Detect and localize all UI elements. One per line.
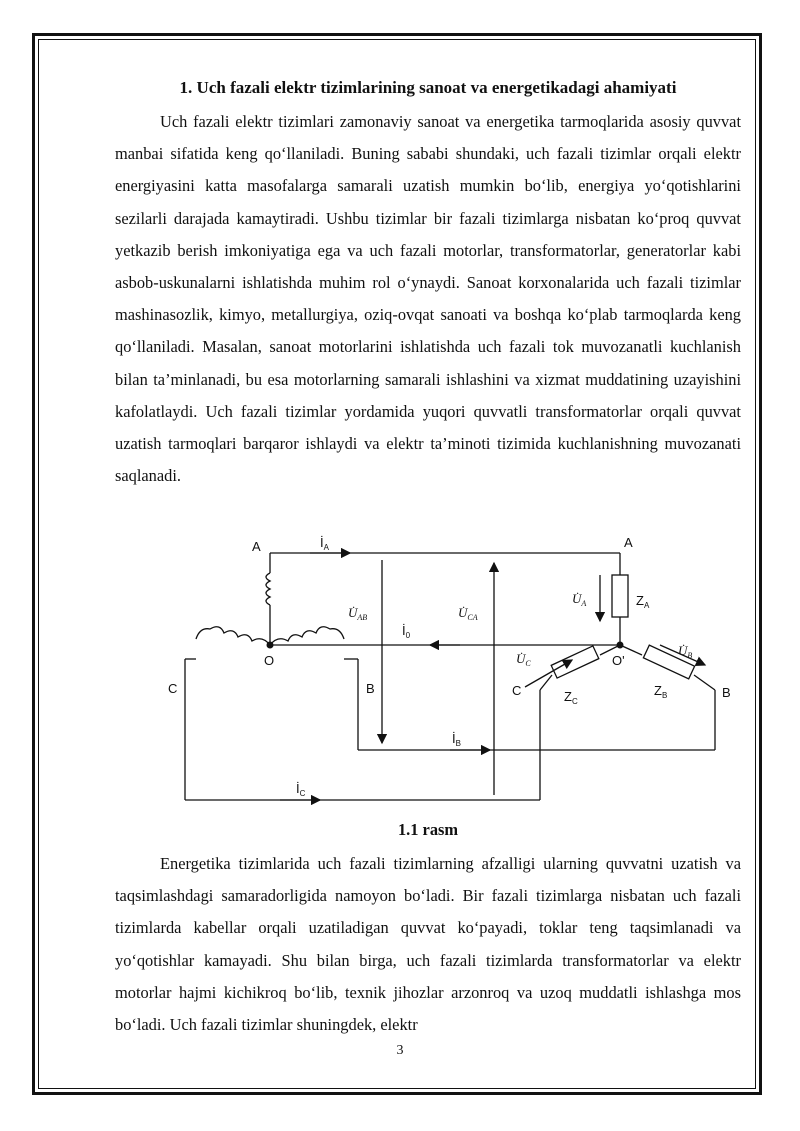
node-o-prime: [617, 642, 624, 649]
section-heading: 1. Uch fazali elektr tizimlarining sanoat va energetikadagi ahamiyati: [179, 78, 677, 97]
paragraph-1: Uch fazali elektr tizimlari zamonaviy sanoat va energetika tarmoqlarida asosiy quvvat manbai sifatida keng qo‘llaniladi. Buning sababi shundaki, uch fazali tizimlar orqali elektr energiyasini katta masofalarga samarali uzatish mumkin bo‘lib, energiya yo‘qotishlarini sezilarli darajada kamaytiradi. Ushbu tizimlar bir fazali tizimlarga nisbatan ko‘proq quvvat yetkazib berish imkoniyatiga ega va uch fazali motorlar, transformatorlar, generatorlar kabi asbob-uskunalarni ishlatishda muhim rol o‘ynaydi. Sanoat korxonalarida uch fazali tizimlar mashinasozlik, kimyo, metallurgiya, oziq-ovqat sanoati va boshqa ko‘plab tarmoqlarda keng qo‘llaniladi. Masalan, sanoat motorlarini ishlatishda uch fazali tok muvozanatli kuchlanish bilan ta’minlanadi, bu esa motorlarning samarali ishlashini va xizmat muddatining uzayishini kafolatlaydi. Uch fazali tizimlar yordamida yuqori quvvatli transformatorlar orqali quvvat uzatish tarmoqlari barqaror ishlaydi va elektr ta’minoti tizimida kuchlanishning muvozanati saqlanadi.: [115, 112, 741, 486]
label-b-left: B: [366, 681, 375, 696]
label-o-left: O: [264, 653, 275, 668]
label-ub: $U̇_B$: [678, 643, 693, 660]
label-ib: $İ_B$: [452, 731, 461, 748]
label-uab: $U̇_{AB}$: [348, 605, 368, 622]
document-body-continued: [115, 848, 741, 1041]
label-uca: $U̇_{CA}$: [458, 605, 478, 622]
figure-caption: 1.1 rasm: [397, 820, 459, 839]
label-o-right: O': [612, 653, 625, 668]
coil-b: [270, 627, 344, 645]
circuit-diagram-svg: [160, 525, 760, 810]
node-o: [267, 642, 274, 649]
label-zc: $Z_C$: [564, 689, 578, 706]
label-a-right: A: [624, 535, 633, 550]
document-body: [115, 72, 741, 492]
label-ua: $U̇_A$: [572, 591, 587, 608]
label-a-left: A: [252, 539, 261, 554]
label-c-right: C: [512, 683, 522, 698]
label-b-right: B: [722, 685, 731, 700]
coil-c: [196, 627, 270, 645]
label-uc: $U̇_C$: [516, 651, 531, 668]
label-i0: $İ_0$: [402, 623, 411, 640]
impedance-zc: [551, 646, 599, 678]
label-zb: $Z_B$: [654, 683, 668, 700]
paragraph-2: Energetika tizimlarida uch fazali tizimlarning afzalligi ularning quvvatni uzatish va taqsimlashdagi samaradorligida namoyon bo‘ladi. Bir fazali tizimlarga nisbatan uch fazali tizimlarda kabellar orqali uzatiladigan quvvat ko‘payadi, toklar teng taqsimlanadi va yo‘qotishlar kamayadi. Shu bilan birga, uch fazali tizimlarda transformatorlar va elektr motorlar hajmi kichikroq bo‘lib, texnik jihozlar arzonroq va uzoq muddatli ishlashga mos bo‘ladi. Uch fazali tizimlar shuningdek, elektr: [115, 854, 741, 1035]
circuit-diagram: [160, 525, 760, 810]
label-c-left: C: [168, 681, 178, 696]
label-ic: $İ_C$: [296, 781, 306, 798]
label-za: $Z_A$: [636, 593, 650, 610]
label-ia: $İ_A$: [320, 535, 329, 552]
impedance-za: [612, 575, 628, 617]
page-number: 3: [396, 1043, 404, 1058]
coil-a: [266, 573, 270, 605]
